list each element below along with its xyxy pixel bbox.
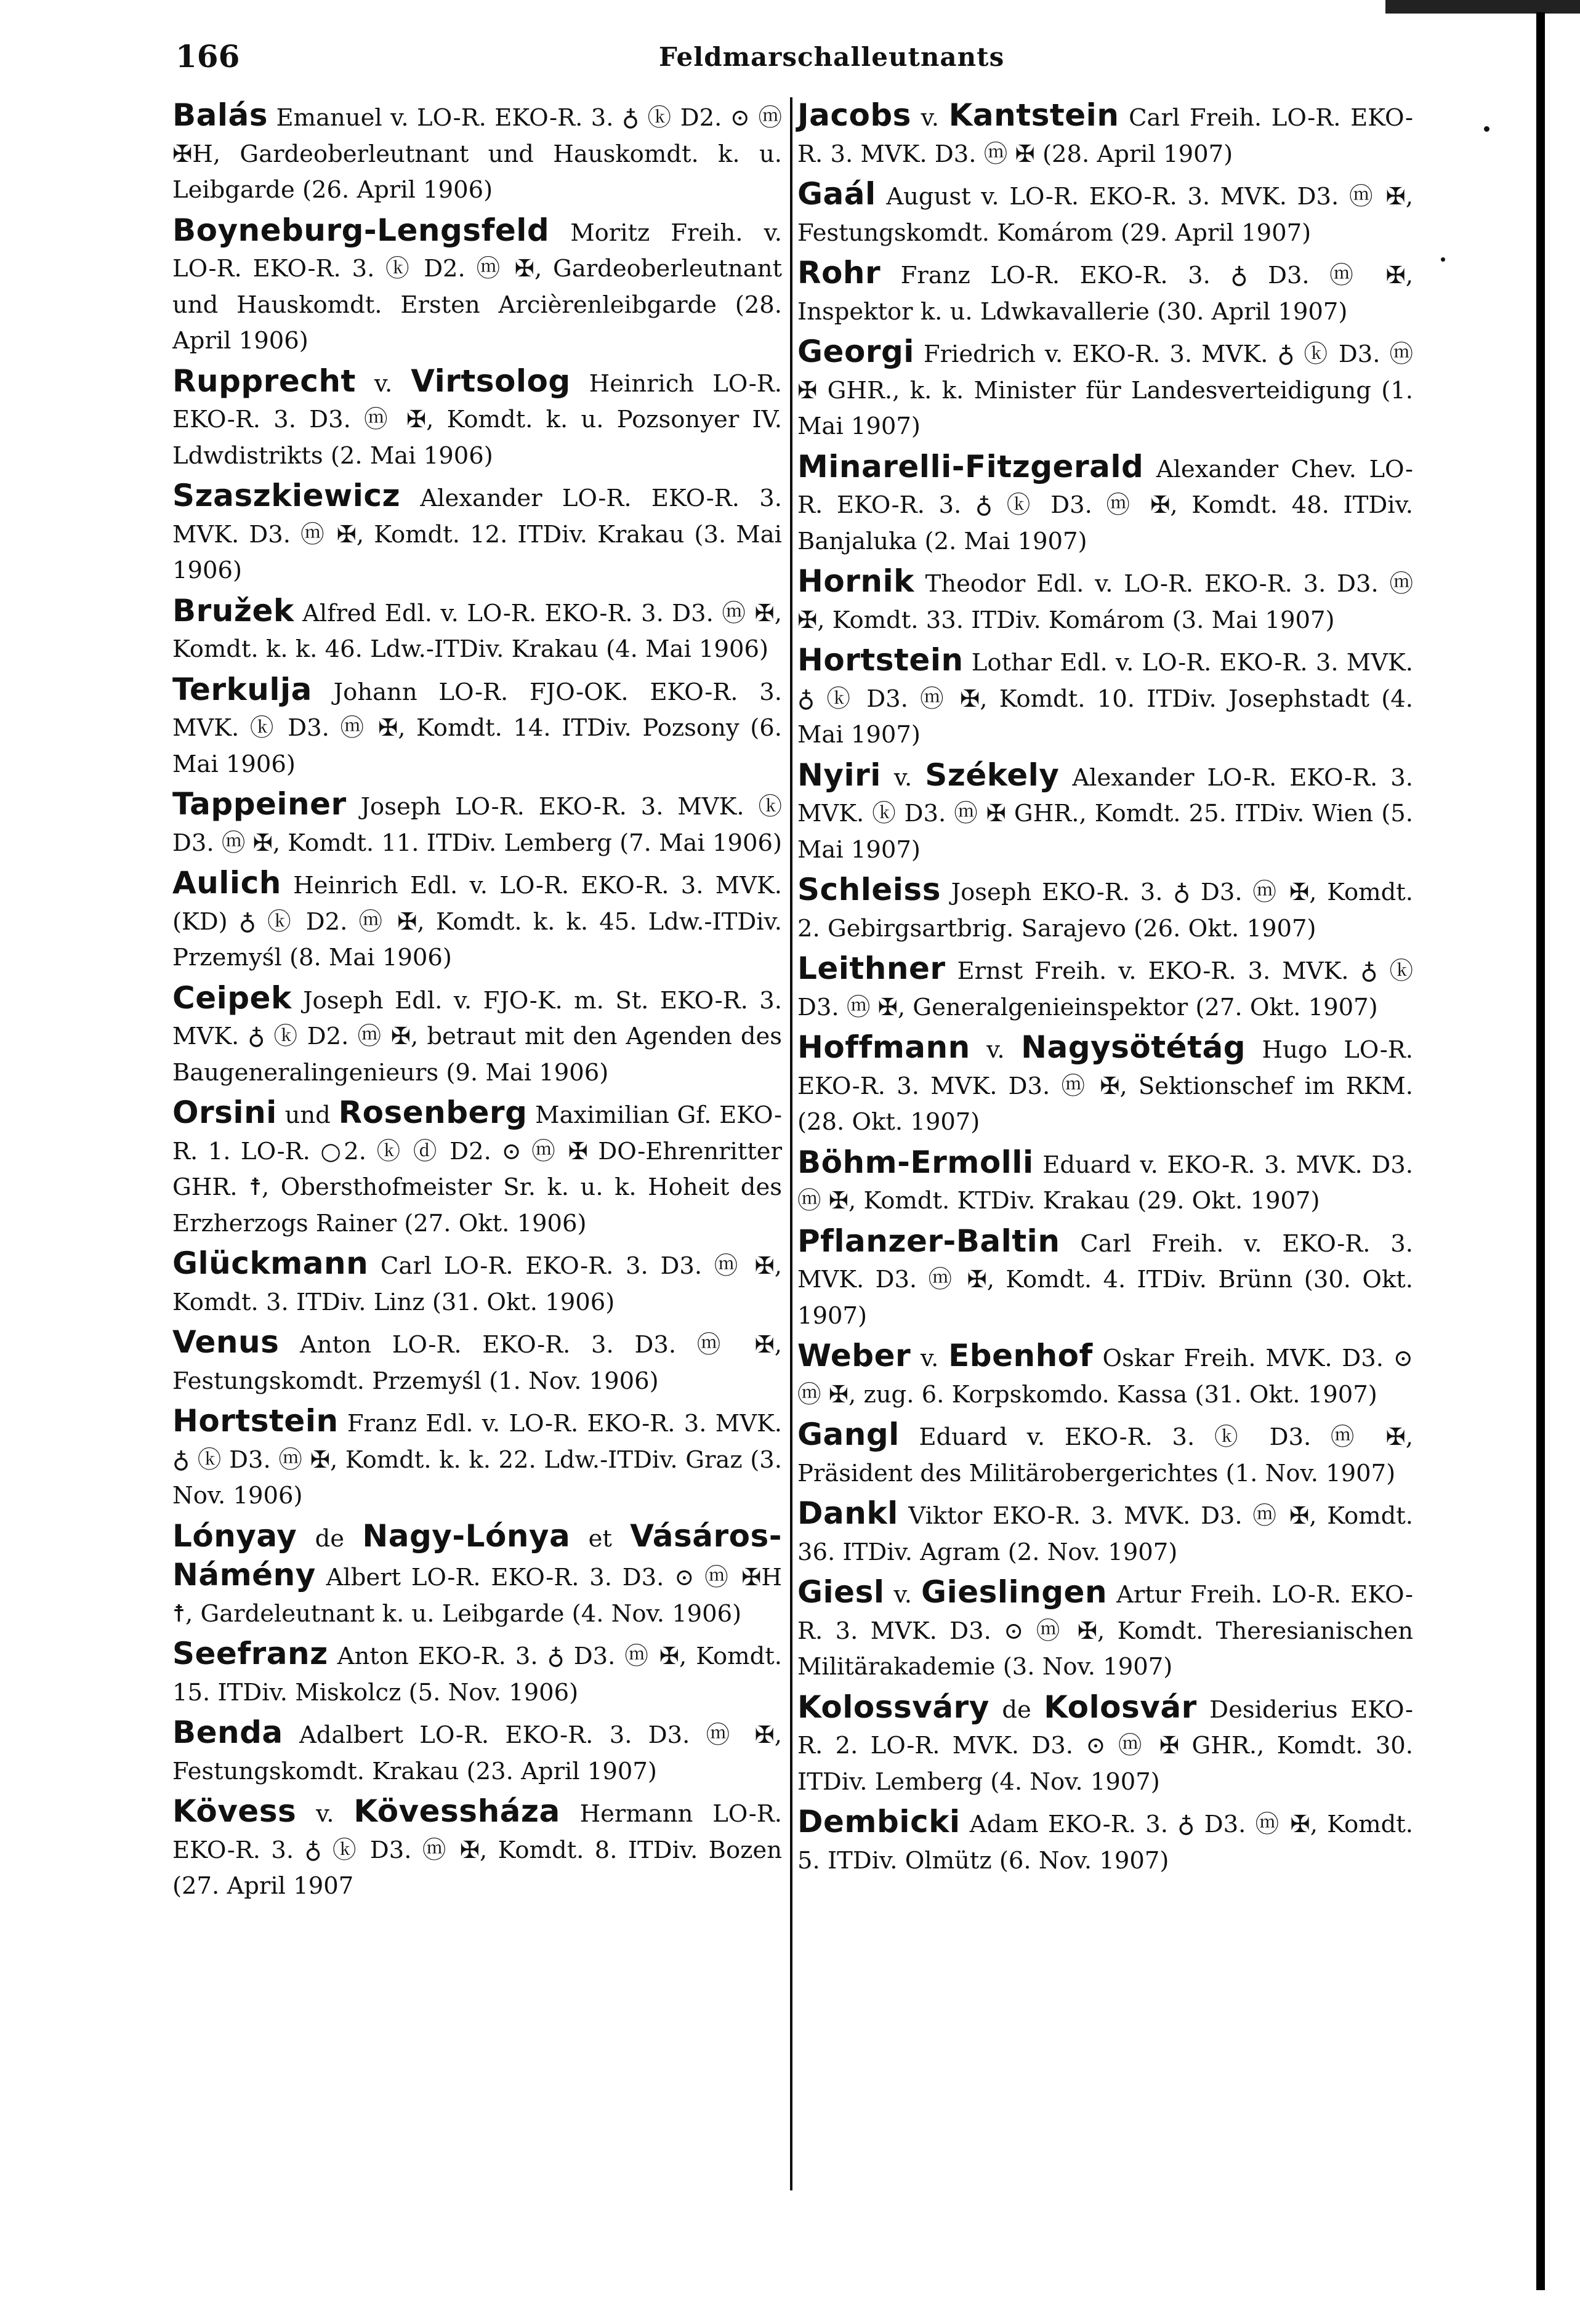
entry-details: Alexander LO-R. EKO-R. 3. MVK. ⓚ D3. ⓜ ✠ GHR., Komdt. 25. ITDiv. Wien (5. Mai 1907) bbox=[797, 763, 1413, 864]
officer-entry bbox=[797, 449, 1413, 560]
officer-entry bbox=[172, 786, 782, 861]
officer-surname: Balás bbox=[172, 97, 268, 133]
entry-details: Carl Freih. LO-R. EKO-R. 3. MVK. D3. ⓜ ✠ (28. April 1907) bbox=[797, 104, 1413, 168]
officer-entry bbox=[172, 363, 782, 475]
officer-entry bbox=[797, 1804, 1413, 1879]
entry-details: Friedrich v. EKO-R. 3. MVK. ♁ ⓚ D3. ⓜ ✠ GHR., k. k. Minister für Landesverteidigung (1. Mai 1907) bbox=[797, 340, 1413, 440]
name-particle: v. bbox=[970, 1036, 1022, 1064]
name-particle: de bbox=[989, 1695, 1044, 1724]
officer-entry bbox=[172, 672, 782, 783]
entry-details: Moritz Freih. v. LO-R. EKO-R. 3. ⓚ D2. ⓜ ✠, Gardeoberleutnant und Hauskomdt. Ersten Arcièrenleibgarde (28. April 1906) bbox=[172, 219, 782, 355]
entry-details: Alexander LO-R. EKO-R. 3. MVK. D3. ⓜ ✠, Komdt. 12. ITDiv. Krakau (3. Mai 1906) bbox=[172, 485, 782, 584]
officer-surname: Gaál bbox=[797, 176, 876, 212]
officer-entry bbox=[172, 1245, 782, 1321]
page-header bbox=[0, 38, 1490, 87]
officer-surname: Kolosvár bbox=[1044, 1689, 1197, 1725]
name-particle: v. bbox=[296, 1800, 354, 1828]
officer-surname: Kantstein bbox=[948, 97, 1119, 133]
column-divider bbox=[790, 97, 792, 2190]
officer-surname: Szaszkiewicz bbox=[172, 478, 401, 513]
officer-surname: Székely bbox=[925, 757, 1060, 793]
officer-surname: Seefranz bbox=[172, 1636, 328, 1671]
officer-entry bbox=[797, 757, 1413, 869]
entry-details: Adalbert LO-R. EKO-R. 3. D3. ⓜ ✠, Festungskomdt. Krakau (23. April 1907) bbox=[172, 1721, 782, 1785]
officer-entry bbox=[797, 951, 1413, 1026]
officer-entry bbox=[797, 563, 1413, 638]
officer-surname: Gangl bbox=[797, 1417, 900, 1452]
entry-details: Adam EKO-R. 3. ♁ D3. ⓜ ✠, Komdt. 5. ITDiv. Olmütz (6. Nov. 1907) bbox=[797, 1811, 1413, 1875]
officer-surname: Lónyay bbox=[172, 1518, 297, 1554]
entry-details: Johann LO-R. FJO-OK. EKO-R. 3. MVK. ⓚ D3. ⓜ ✠, Komdt. 14. ITDiv. Pozsony (6. Mai 1906) bbox=[172, 678, 782, 778]
officer-entry bbox=[172, 478, 782, 589]
name-particle: v. bbox=[911, 104, 949, 132]
officer-surname: Ceipek bbox=[172, 979, 292, 1016]
right-column bbox=[797, 97, 1413, 1883]
officer-entry bbox=[172, 1636, 782, 1711]
entry-details: Hermann LO-R. EKO-R. 3. ♁ ⓚ D3. ⓜ ✠, Komdt. 8. ITDiv. Bozen (27. April 1907 bbox=[172, 1800, 782, 1900]
officer-surname: Ebenhof bbox=[948, 1338, 1093, 1373]
speck-mark bbox=[1441, 257, 1445, 262]
page-edge-right bbox=[1536, 12, 1545, 2290]
officer-surname: Boyneburg-Lengsfeld bbox=[172, 212, 550, 248]
officer-surname: Dankl bbox=[797, 1495, 898, 1531]
officer-surname: Nyiri bbox=[797, 757, 881, 793]
officer-entry bbox=[172, 1403, 782, 1514]
left-column bbox=[172, 97, 782, 1908]
officer-surname: Giesl bbox=[797, 1574, 885, 1610]
entry-details: Joseph Edl. v. FJO-K. m. St. EKO-R. 3. MVK. ♁ ⓚ D2. ⓜ ✠, betraut mit den Agenden des Baugeneralingenieurs (9. Mai 1906) bbox=[172, 986, 782, 1087]
officer-surname: Terkulja bbox=[172, 671, 312, 707]
officer-entry bbox=[797, 1495, 1413, 1570]
officer-surname: Orsini bbox=[172, 1095, 277, 1130]
entry-details: Maximilian Gf. EKO-R. 1. LO-R. ○2. ⓚ ⓓ D2. ⊙ ⓜ ✠ DO-Ehrenritter GHR. ☨, Obersthofmeister Sr. k. u. k. Hoheit des Erzherzogs Rainer (27. Okt. 1906) bbox=[172, 1101, 782, 1237]
officer-surname: Kövessháza bbox=[353, 1793, 560, 1829]
page-number: 166 bbox=[175, 38, 240, 74]
entry-details: Eduard v. EKO-R. 3. ⓚ D3. ⓜ ✠, Präsident des Militärobergerichtes (1. Nov. 1907) bbox=[797, 1423, 1413, 1487]
entry-details: Carl LO-R. EKO-R. 3. D3. ⓜ ✠, Komdt. 3. ITDiv. Linz (31. Okt. 1906) bbox=[172, 1252, 782, 1316]
officer-entry bbox=[172, 97, 782, 209]
name-particle: et bbox=[570, 1524, 631, 1553]
officer-surname: Gieslingen bbox=[921, 1574, 1108, 1610]
officer-entry bbox=[172, 865, 782, 976]
officer-entry bbox=[172, 593, 782, 668]
name-particle: und bbox=[276, 1101, 339, 1129]
officer-surname: Hornik bbox=[797, 563, 914, 599]
entry-details: Alfred Edl. v. LO-R. EKO-R. 3. D3. ⓜ ✠, Komdt. k. k. 46. Ldw.-ITDiv. Krakau (4. Mai 1906) bbox=[172, 599, 782, 663]
name-particle: de bbox=[297, 1524, 363, 1553]
officer-entry bbox=[797, 1689, 1413, 1801]
officer-entry bbox=[172, 212, 782, 360]
entry-details: Hugo LO-R. EKO-R. 3. MVK. D3. ⓜ ✠, Sektionschef im RKM. (28. Okt. 1907) bbox=[797, 1036, 1413, 1136]
officer-surname: Leithner bbox=[797, 951, 946, 986]
officer-surname: Hoffmann bbox=[797, 1029, 970, 1065]
officer-surname: Böhm-Ermolli bbox=[797, 1144, 1034, 1180]
officer-entry bbox=[797, 1029, 1413, 1141]
officer-surname: Rosenberg bbox=[338, 1095, 528, 1130]
officer-surname: Benda bbox=[172, 1715, 283, 1750]
officer-surname: Bružek bbox=[172, 592, 294, 629]
officer-entry bbox=[797, 1574, 1413, 1686]
entry-details: Viktor EKO-R. 3. MVK. D3. ⓜ ✠, Komdt. 36. ITDiv. Agram (2. Nov. 1907) bbox=[797, 1502, 1413, 1566]
entry-details: Ernst Freih. v. EKO-R. 3. MVK. ♁ ⓚ D3. ⓜ ✠, Generalgenieinspektor (27. Okt. 1907) bbox=[797, 957, 1413, 1021]
officer-entry bbox=[797, 255, 1413, 330]
officer-surname: Venus bbox=[172, 1324, 280, 1360]
entry-details: Anton LO-R. EKO-R. 3. D3. ⓜ ✠, Festungskomdt. Przemyśl (1. Nov. 1906) bbox=[172, 1331, 782, 1395]
entry-details: Heinrich LO-R. EKO-R. 3. D3. ⓜ ✠, Komdt. k. u. Pozsonyer IV. Ldwdistrikts (2. Mai 1906) bbox=[172, 369, 782, 470]
officer-entry bbox=[797, 642, 1413, 754]
officer-surname: Vásáros-Námény bbox=[172, 1518, 783, 1593]
entry-details: Artur Freih. LO-R. EKO-R. 3. MVK. D3. ⊙ ⓜ ✠, Komdt. Theresianischen Militärakademie (3. Nov. 1907) bbox=[797, 1581, 1413, 1681]
entry-details: August v. LO-R. EKO-R. 3. MVK. D3. ⓜ ✠, Festungskomdt. Komárom (29. April 1907) bbox=[797, 183, 1413, 247]
entry-details: Eduard v. EKO-R. 3. MVK. D3. ⓜ ✠, Komdt. KTDiv. Krakau (29. Okt. 1907) bbox=[797, 1151, 1413, 1215]
entry-details: Albert LO-R. EKO-R. 3. D3. ⊙ ⓜ ✠H ☨, Gardeleutnant k. u. Leibgarde (4. Nov. 1906) bbox=[172, 1564, 782, 1628]
officer-surname: Pflanzer-Baltin bbox=[797, 1223, 1060, 1259]
officer-surname: Minarelli-Fitzgerald bbox=[797, 448, 1144, 485]
officer-entry bbox=[172, 1095, 782, 1242]
officer-surname: Virtsolog bbox=[411, 363, 571, 399]
entry-details: Desiderius EKO-R. 2. LO-R. MVK. D3. ⊙ ⓜ ✠ GHR., Komdt. 30. ITDiv. Lemberg (4. Nov. 1907) bbox=[797, 1695, 1413, 1796]
officer-entry bbox=[172, 1324, 782, 1399]
entry-details: Anton EKO-R. 3. ♁ D3. ⓜ ✠, Komdt. 15. ITDiv. Miskolcz (5. Nov. 1906) bbox=[172, 1642, 782, 1707]
entry-details: Joseph EKO-R. 3. ♁ D3. ⓜ ✠, Komdt. 2. Gebirgsartbrig. Sarajevo (26. Okt. 1907) bbox=[797, 879, 1413, 943]
entry-details: Franz LO-R. EKO-R. 3. ♁ D3. ⓜ ✠, Inspektor k. u. Ldwkavallerie (30. April 1907) bbox=[797, 262, 1413, 326]
officer-entry bbox=[172, 1715, 782, 1790]
officer-surname: Hortstein bbox=[797, 642, 964, 678]
officer-entry bbox=[797, 872, 1413, 947]
officer-surname: Jacobs bbox=[797, 97, 911, 133]
officer-entry bbox=[797, 1417, 1413, 1492]
entry-details: Franz Edl. v. LO-R. EKO-R. 3. MVK. ♁ ⓚ D3. ⓜ ✠, Komdt. k. k. 22. Ldw.-ITDiv. Graz (3. Nov. 1906) bbox=[172, 1410, 782, 1510]
entry-details: Lothar Edl. v. LO-R. EKO-R. 3. MVK. ♁ ⓚ D3. ⓜ ✠, Komdt. 10. ITDiv. Josephstadt (4. Mai 1907) bbox=[797, 649, 1413, 749]
entry-details: Alexander Chev. LO-R. EKO-R. 3. ♁ ⓚ D3. ⓜ ✠, Komdt. 48. ITDiv. Banjaluka (2. Mai 1907) bbox=[797, 455, 1413, 555]
entry-details: Carl Freih. v. EKO-R. 3. MVK. D3. ⓜ ✠, Komdt. 4. ITDiv. Brünn (30. Okt. 1907) bbox=[797, 1229, 1413, 1330]
officer-surname: Dembicki bbox=[797, 1804, 961, 1839]
name-particle: v. bbox=[355, 369, 411, 398]
speck-mark bbox=[1484, 126, 1489, 132]
officer-surname: Glückmann bbox=[172, 1245, 369, 1281]
officer-entry bbox=[797, 176, 1413, 251]
name-particle: v. bbox=[881, 763, 925, 792]
officer-surname: Hortstein bbox=[172, 1403, 339, 1439]
officer-entry bbox=[797, 97, 1413, 172]
officer-surname: Georgi bbox=[797, 334, 914, 369]
name-particle: v. bbox=[884, 1581, 922, 1609]
officer-surname: Aulich bbox=[172, 865, 281, 901]
officer-surname: Nagysötétág bbox=[1021, 1029, 1246, 1065]
officer-entry bbox=[797, 1338, 1413, 1413]
entry-details: Joseph LO-R. EKO-R. 3. MVK. ⓚ D3. ⓜ ✠, Komdt. 11. ITDiv. Lemberg (7. Mai 1906) bbox=[172, 793, 783, 857]
running-head: Feldmarschalleutnants bbox=[659, 42, 1005, 72]
officer-entry bbox=[172, 1518, 782, 1633]
officer-surname: Kolossváry bbox=[797, 1689, 990, 1725]
entry-details: Theodor Edl. v. LO-R. EKO-R. 3. D3. ⓜ ✠, Komdt. 33. ITDiv. Komárom (3. Mai 1907) bbox=[797, 570, 1413, 634]
page-edge-top bbox=[1385, 0, 1580, 14]
officer-surname: Kövess bbox=[172, 1793, 297, 1829]
entry-details: Emanuel v. LO-R. EKO-R. 3. ♁ ⓚ D2. ⊙ ⓜ ✠H, Gardeoberleutnant und Hauskomdt. k. u. Leibgarde (26. April 1906) bbox=[172, 104, 782, 204]
officer-entry bbox=[172, 980, 782, 1092]
officer-surname: Rohr bbox=[797, 255, 881, 291]
officer-entry bbox=[172, 1793, 782, 1905]
name-particle: v. bbox=[911, 1345, 949, 1372]
entry-details: Heinrich Edl. v. LO-R. EKO-R. 3. MVK. (KD) ♁ ⓚ D2. ⓜ ✠, Komdt. k. k. 45. Ldw.-ITDiv. Przemyśl (8. Mai 1906) bbox=[172, 872, 782, 971]
officer-entry bbox=[797, 1144, 1413, 1220]
officer-surname: Tappeiner bbox=[172, 786, 347, 822]
entry-details: Oskar Freih. MVK. D3. ⊙ ⓜ ✠, zug. 6. Korpskomdo. Kassa (31. Okt. 1907) bbox=[797, 1345, 1414, 1409]
officer-entry bbox=[797, 1223, 1413, 1335]
officer-surname: Schleiss bbox=[797, 872, 941, 907]
officer-surname: Rupprecht bbox=[172, 363, 356, 399]
officer-surname: Weber bbox=[797, 1338, 911, 1373]
officer-entry bbox=[797, 334, 1413, 445]
officer-surname: Nagy-Lónya bbox=[362, 1518, 571, 1554]
